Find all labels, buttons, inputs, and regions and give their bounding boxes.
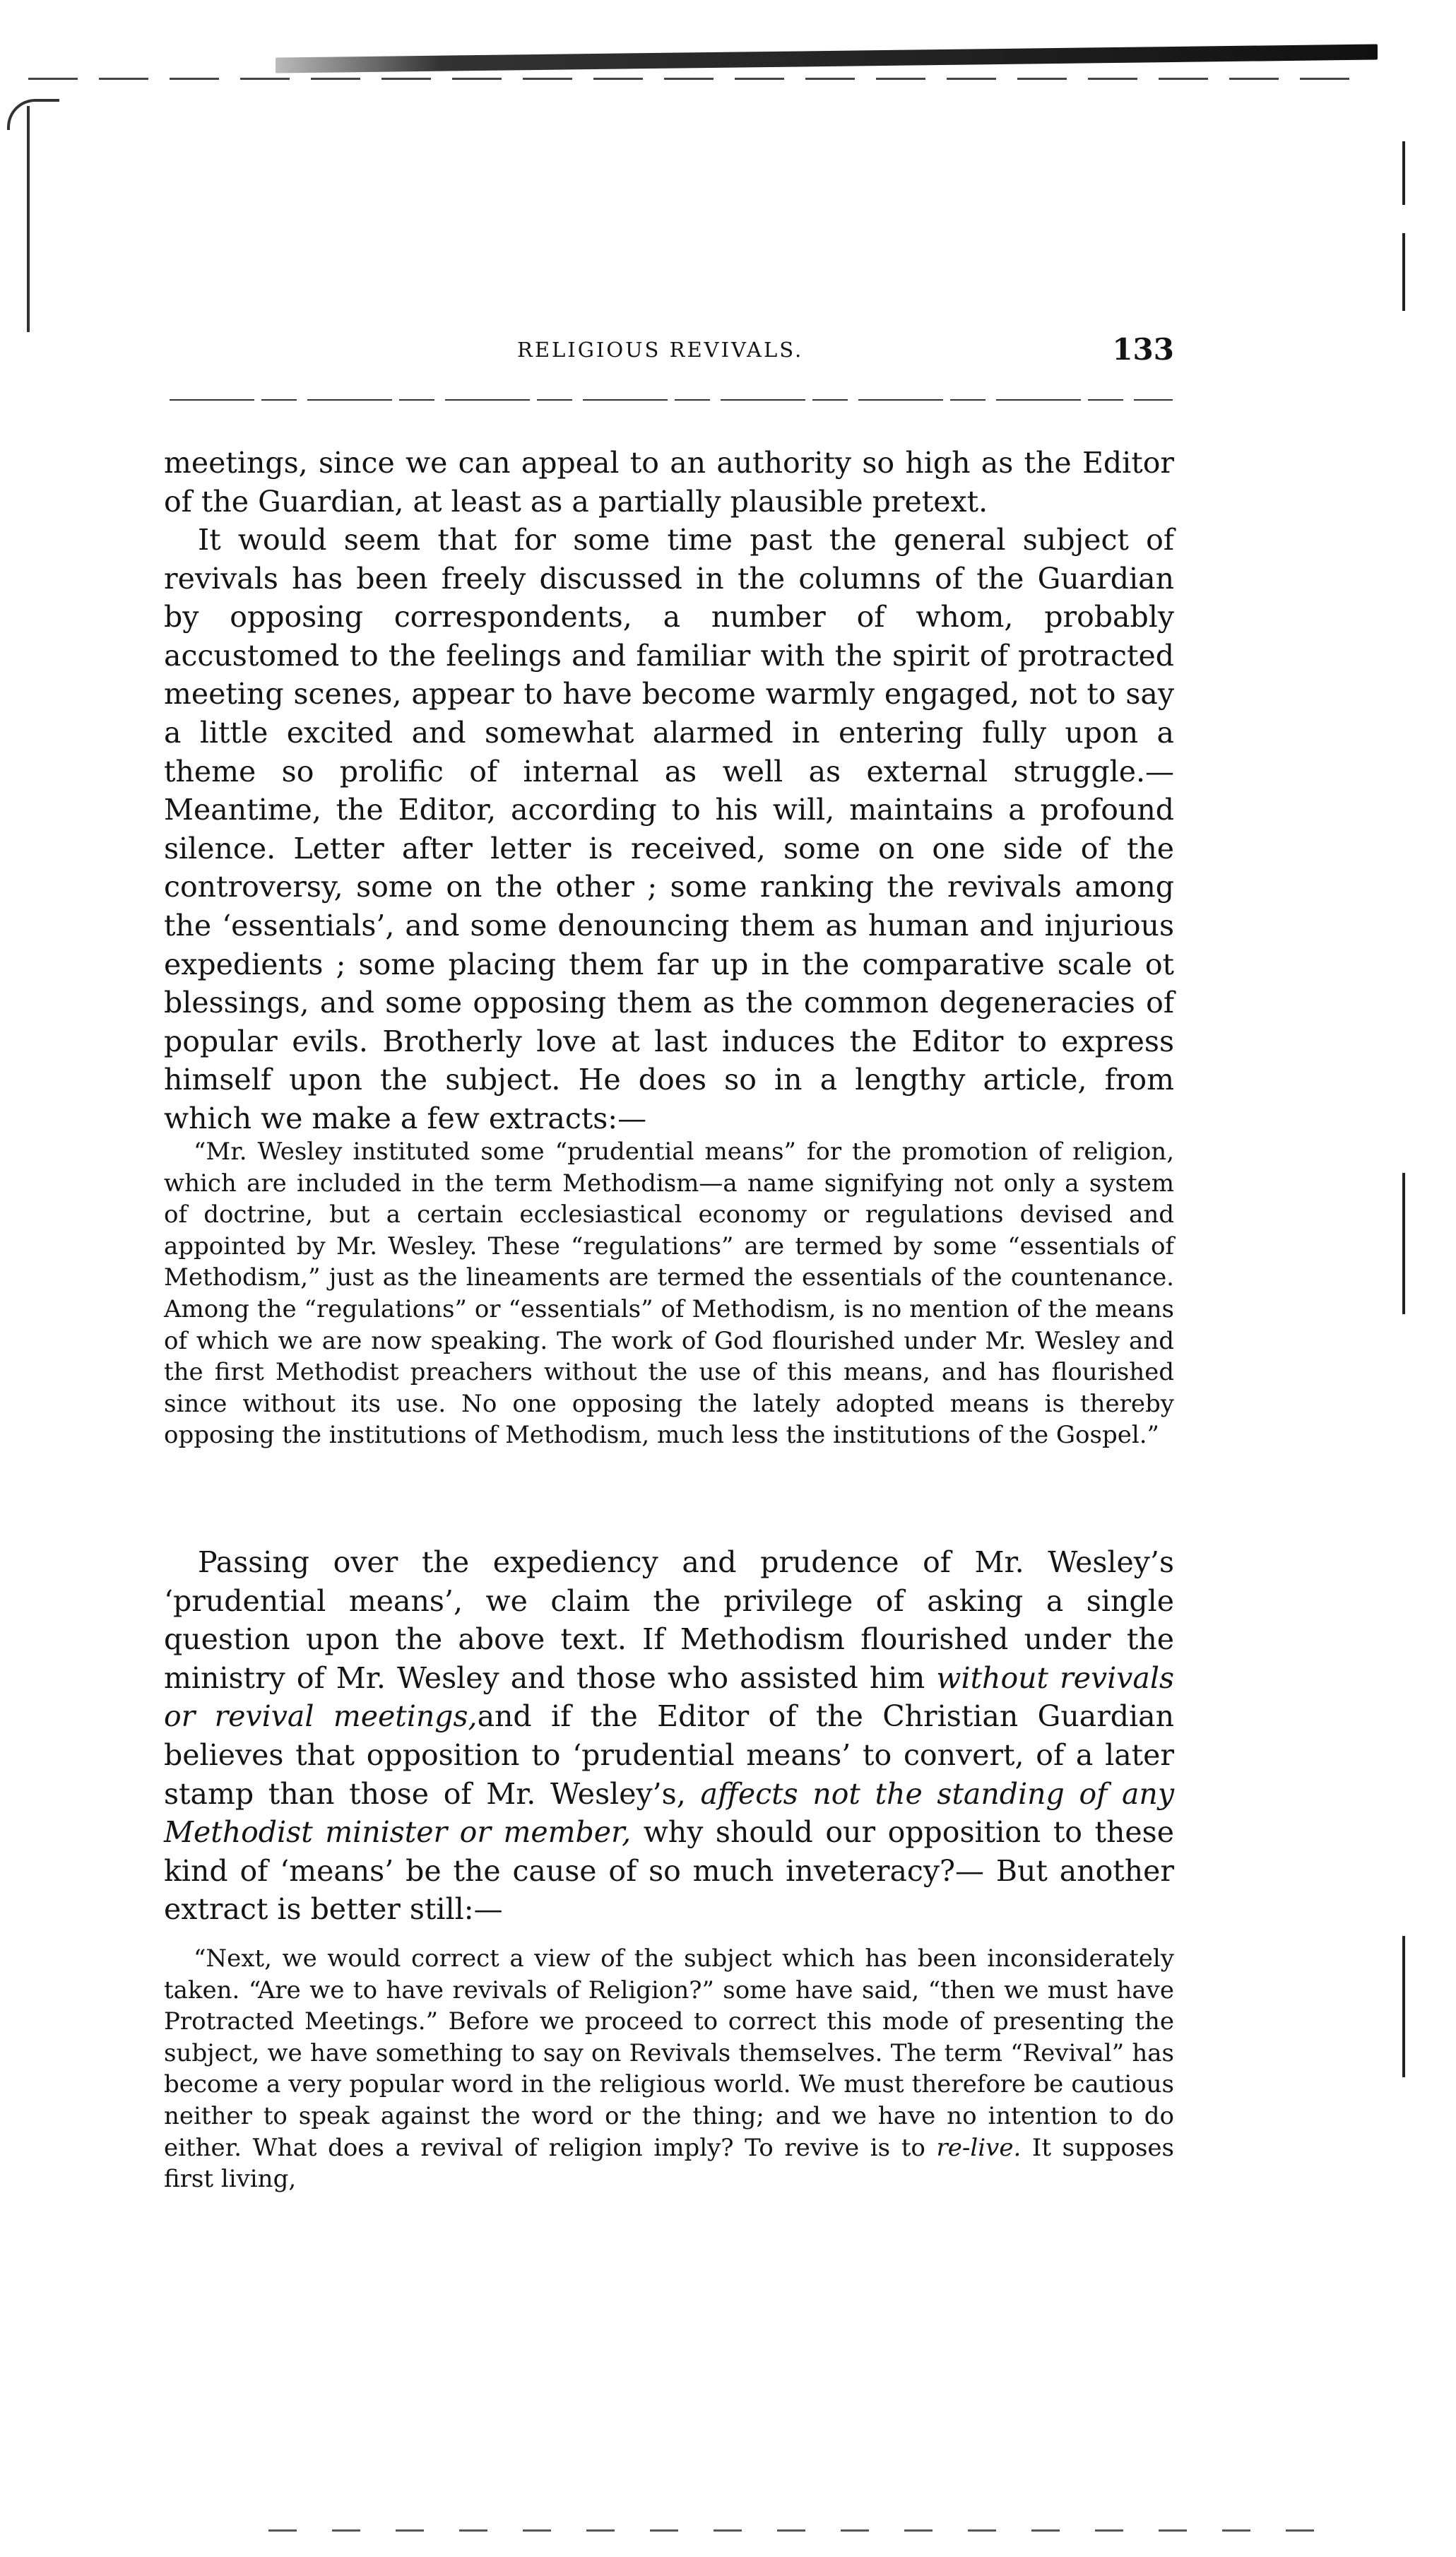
paragraph-text: why should our opposition to these kind of ‘means’ be the cause of so much inveteracy?— But another extract is better still:— [164,1815,1174,1927]
quote-text: “Next, we would correct a view of the subject which has been inconsiderately taken. “Are we to have revivals of Religion?” some have said, “then we must have Protracted Meetings.” Before we proceed to correct this mode of presenting the subject, we have something to say on Revivals themselves. The term “Revival” has become a very popular word in the religious world. We must therefore be cautious neither to speak against the word or the thing; and we have no intention to do either. What does a revival of religion imply? To revive is to [164,1944,1174,2162]
italic-phrase: re-live. [936,2133,1022,2162]
paragraph-passing-over [164,1543,1174,1929]
paragraph-revivals-discussion: It would seem that for some time past the general subject of revivals has been freely discussed in the columns of the Guardian by opposing correspondents, a number of whom, probably accustomed to the feelings and familiar with the spirit of protracted meeting scenes, appear to have become warmly engaged, not to say a little excited and somewhat alarmed in entering fully upon a theme so prolific of internal as well as external struggle.— Meantime, the Editor, according to his will, maintains a profound silence. Letter after letter is received, some on one side of the controversy, some on the other ; some ranking the revivals among the ‘essentials’, and some denouncing them as human and injurious expedients ; some placing them far up in the comparative scale ot blessings, and some opposing them as the common degeneracies of popular evils. Brotherly love at last induces the Editor to express himself upon the subject. He does so in a lengthy article, from which we make a few extracts:— [164,523,1174,1135]
quote-correct-a-view [164,1943,1174,2195]
paragraph-continuation: meetings, since we can appeal to an authority so high as the Editor of the Guardian, at least as a partially plausible pretext. [164,446,1174,519]
scan-edge-artifact [1402,1936,1405,2077]
page-number: 133 [1112,332,1174,367]
quote-text: It supposes first living, [164,2133,1174,2194]
scan-edge-artifact [276,44,1378,73]
scan-edge-artifact [28,78,1371,80]
header-rule [170,399,1173,401]
paragraph-text: Passing over the expediency and prudence of Mr. Wesley’s ‘prudential means’, we claim the privilege of asking a single question upon the above text. If Methodism flourished under the ministry of Mr. Wesley and those who assisted him [164,1545,1174,1695]
running-head [164,332,1174,373]
scan-edge-artifact [1402,1173,1405,1314]
paragraph-text: and if the Editor of the Christian Guardian believes that opposition to ‘prudential means’ to convert, of a later stamp than those of Mr. Wesley’s, [164,1699,1174,1811]
scan-edge-artifact [268,2529,1328,2532]
running-title: RELIGIOUS REVIVALS. [517,338,804,362]
quote-wesley-prudential-means: “Mr. Wesley instituted some “prudential means” for the promotion of religion, which are included in the term Methodism—a name signifying not only a system of doctrine, but a certain ecclesiastical economy or regulations devised and appointed by Mr. Wesley. These “regulations” are termed by some “essentials of Methodism,” just as the lineaments are termed the essentials of the countenance. Among the “regulations” or “essentials” of Methodism, is no mention of the means of which we are now speaking. The work of God flourished under Mr. Wesley and the first Methodist preachers without the use of this means, and has flourished since without its use. No one opposing the lately adopted means is thereby opposing the institutions of Methodism, much less the institutions of the Gospel.” [164,1138,1174,1450]
scan-edge-artifact [7,99,59,130]
scan-edge-artifact [1402,233,1405,311]
scan-edge-artifact [1402,141,1405,205]
italic-phrase: affects not the standing of any Methodist minister or member, [164,1776,1174,1850]
italic-phrase: without revivals or revival meetings, [164,1660,1174,1734]
scan-edge-artifact [27,106,30,332]
